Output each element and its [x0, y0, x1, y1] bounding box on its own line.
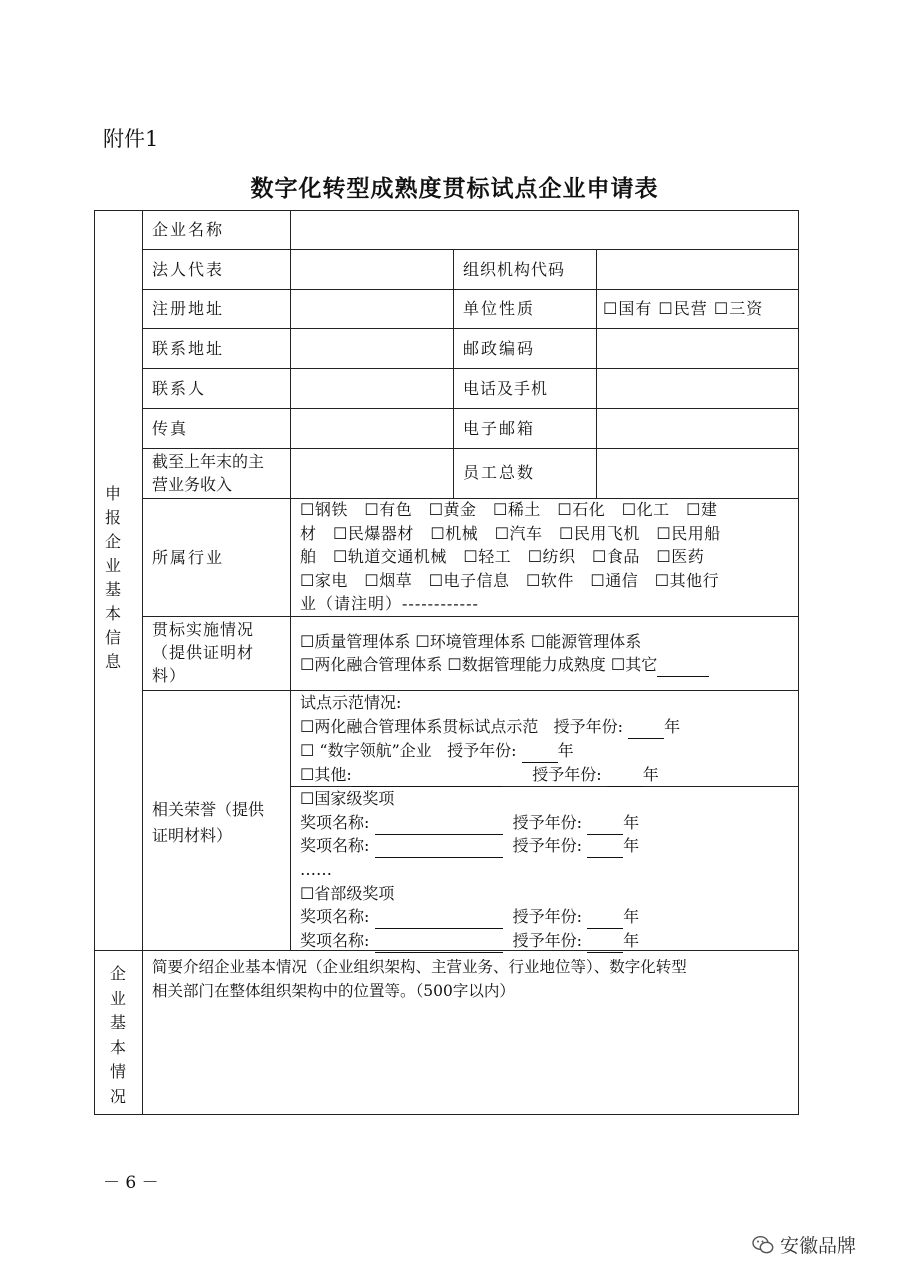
section-label-basic-info: 申 报 企 业 基 本 信 息: [104, 484, 121, 671]
national-award-row-2[interactable]: 奖项名称: 授予年份: 年: [300, 834, 639, 858]
provincial-award-checkbox[interactable]: ☐省部级奖项: [300, 884, 395, 903]
unit-nature-options[interactable]: ☐国有 ☐民营 ☐三资: [603, 299, 764, 318]
fax-label: 传真: [152, 419, 189, 438]
contact-address-field[interactable]: [292, 329, 452, 367]
email-field[interactable]: [598, 409, 797, 447]
standards-label: 贯标实施情况 （提供证明材 料）: [152, 620, 255, 685]
honors-label: 相关荣誉（提供 证明材料）: [152, 800, 265, 845]
company-overview-instructions: 简要介绍企业基本情况（企业组织架构、主营业务、行业地位等）、数字化转型 相关部门在整体组织架构中的位置等。（500字以内）: [152, 958, 687, 1000]
employees-field[interactable]: [598, 449, 797, 497]
company-name-label: 企业名称: [152, 220, 225, 239]
national-award-row-1[interactable]: 奖项名称: 授予年份: 年: [300, 811, 639, 835]
industry-label: 所属行业: [152, 548, 225, 567]
employees-label: 员工总数: [463, 463, 536, 482]
wechat-icon: [752, 1235, 774, 1255]
standards-options-line2[interactable]: ☐两化融合管理体系 ☐数据管理能力成熟度 ☐其它: [300, 653, 709, 677]
watermark: 安徽品牌: [752, 1231, 856, 1258]
provincial-award-row-1[interactable]: 奖项名称: 授予年份: 年: [300, 905, 639, 929]
standards-options-line1[interactable]: ☐质量管理体系 ☐环境管理体系 ☐能源管理体系: [300, 632, 642, 651]
org-code-label: 组织机构代码: [463, 260, 566, 279]
reg-address-label: 注册地址: [152, 299, 225, 318]
unit-nature-label: 单位性质: [463, 299, 536, 318]
postal-code-label: 邮政编码: [463, 339, 536, 358]
industry-options[interactable]: ☐钢铁 ☐有色 ☐黄金 ☐稀土 ☐石化 ☐化工 ☐建 材 ☐民爆器材 ☐机械 ☐汽车 ☐民用飞机 ☐民用船 舶 ☐轨道交通机械 ☐轻工 ☐纺织 ☐食品 ☐医药 ☐家电 ☐烟草 ☐电子信息 ☐软件 ☐通信 ☐其他行 业（请注明）------------: [300, 500, 721, 613]
national-award-checkbox[interactable]: ☐国家级奖项: [300, 789, 395, 808]
company-name-field[interactable]: [292, 211, 797, 248]
pilot-item-2[interactable]: ☐ “数字领航”企业 授予年份: 年: [300, 739, 574, 763]
section-label-company-overview: 企 业 基 本 情 况: [109, 964, 126, 1106]
phone-field[interactable]: [598, 369, 797, 407]
company-overview-field[interactable]: [144, 1005, 797, 1113]
legal-rep-field[interactable]: [292, 250, 452, 288]
org-code-field[interactable]: [598, 250, 797, 288]
postal-code-field[interactable]: [598, 329, 797, 367]
legal-rep-label: 法人代表: [152, 260, 225, 279]
form-title: 数字化转型成熟度贯标试点企业申请表: [250, 176, 659, 202]
revenue-label: 截至上年末的主 营业务收入: [152, 452, 265, 494]
phone-label: 电话及手机: [463, 379, 549, 398]
provincial-award-row-2[interactable]: 奖项名称: 授予年份: 年: [300, 929, 639, 953]
ellipsis-text: ……: [300, 860, 332, 879]
fax-field[interactable]: [292, 409, 452, 447]
page-number: － 6 －: [103, 1173, 159, 1193]
pilot-item-3[interactable]: ☐其他: 授予年份: 年: [300, 763, 659, 787]
attachment-label: 附件1: [103, 127, 159, 151]
contact-address-label: 联系地址: [152, 339, 225, 358]
reg-address-field[interactable]: [292, 290, 452, 327]
revenue-field[interactable]: [292, 449, 452, 497]
email-label: 电子邮箱: [463, 419, 536, 438]
contact-person-label: 联系人: [152, 379, 207, 398]
pilot-item-1[interactable]: ☐两化融合管理体系贯标试点示范 授予年份: 年: [300, 715, 680, 739]
pilot-title: 试点示范情况:: [300, 693, 402, 712]
contact-person-field[interactable]: [292, 369, 452, 407]
